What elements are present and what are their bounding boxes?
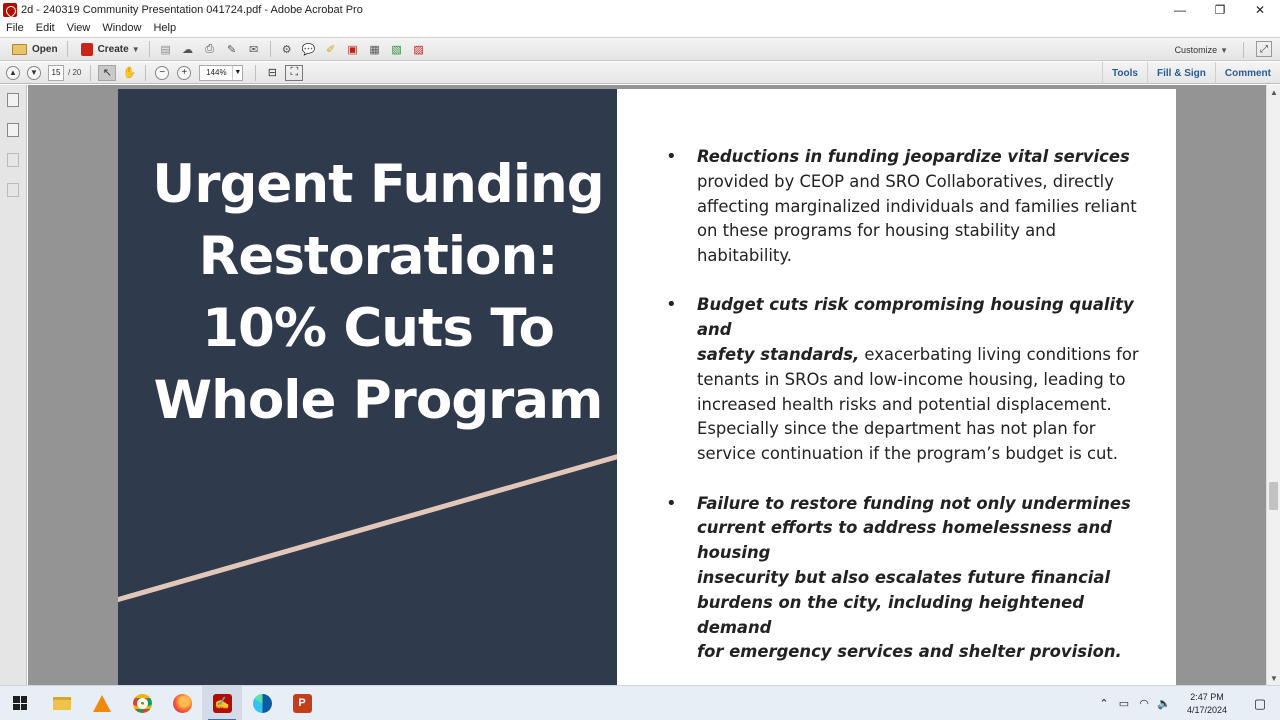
zoom-level-select[interactable] bbox=[199, 65, 243, 81]
bookmarks-icon[interactable] bbox=[7, 123, 19, 137]
fit-page-icon[interactable]: ⊟ bbox=[267, 67, 277, 79]
start-button[interactable] bbox=[0, 686, 40, 720]
export-icon[interactable]: ▨ bbox=[413, 43, 424, 56]
meet-now-icon[interactable]: ▭ bbox=[1118, 698, 1130, 710]
slide-title bbox=[138, 149, 617, 437]
bullet-emphasis: • Reductions in funding jeopardize vital services bbox=[697, 147, 1130, 166]
accent-line bbox=[118, 455, 617, 601]
open-button[interactable] bbox=[4, 39, 62, 59]
bullet-emphasis: • Failure to restore funding not only undermines bbox=[697, 493, 1131, 513]
page-total: / 20 bbox=[68, 68, 82, 77]
taskbar-vlc[interactable] bbox=[82, 686, 122, 720]
bullet-emphasis: for emergency services and shelter provision. bbox=[697, 642, 1122, 662]
window-controls bbox=[1160, 0, 1280, 20]
windows-logo-icon bbox=[13, 696, 27, 710]
menu-window[interactable]: Window bbox=[102, 22, 142, 34]
volume-icon[interactable]: 🔈 bbox=[1157, 698, 1171, 710]
scroll-up-icon[interactable]: ▲ bbox=[1270, 87, 1278, 97]
save-icon[interactable]: ▤ bbox=[160, 43, 171, 56]
fill-sign-link[interactable]: Fill & Sign bbox=[1147, 62, 1215, 84]
document-viewport[interactable] bbox=[28, 85, 1266, 685]
open-label: Open bbox=[32, 43, 58, 55]
windows-taskbar bbox=[0, 685, 1280, 720]
toolbar-divider bbox=[255, 65, 256, 81]
toolbar-divider bbox=[90, 65, 91, 81]
attachments-icon[interactable] bbox=[7, 183, 19, 197]
taskbar-acrobat[interactable] bbox=[202, 686, 242, 720]
taskbar-file-explorer[interactable] bbox=[42, 686, 82, 720]
settings-icon[interactable]: ⚙ bbox=[281, 43, 292, 56]
toolbar-divider bbox=[149, 41, 150, 57]
scroll-down-icon[interactable]: ▼ bbox=[1270, 673, 1278, 683]
window-title: 2d - 240319 Community Presentation 041724.pdf - Adobe Acrobat Pro bbox=[21, 4, 363, 16]
previous-page-button[interactable]: ▲ bbox=[6, 66, 20, 80]
menu-bar bbox=[0, 20, 1280, 36]
left-navigation-pane bbox=[0, 85, 27, 685]
taskbar-chrome[interactable] bbox=[122, 686, 162, 720]
slide-title-line: Whole Program bbox=[153, 370, 603, 431]
menu-file[interactable]: File bbox=[6, 22, 24, 34]
bullet-emphasis: safety standards, bbox=[697, 345, 860, 365]
toolbar-divider bbox=[270, 41, 271, 57]
file-explorer-icon bbox=[53, 697, 71, 710]
bullet-text-line: provided by CEOP and SRO Collaboratives, directly bbox=[697, 171, 1114, 191]
customize-label: Customize bbox=[1174, 45, 1218, 55]
toolbar-divider bbox=[1243, 42, 1244, 58]
folder-icon bbox=[12, 44, 27, 55]
title-bar bbox=[0, 0, 1280, 20]
bullet-text-line: habitability. bbox=[697, 246, 792, 266]
wifi-icon[interactable]: ◠ bbox=[1139, 698, 1149, 710]
create-pdf-icon bbox=[81, 43, 93, 56]
slide-title-line: 10% Cuts To bbox=[202, 298, 554, 359]
main-toolbar bbox=[0, 37, 1280, 61]
toolbar-divider bbox=[145, 65, 146, 81]
signatures-icon[interactable] bbox=[7, 153, 19, 167]
navigation-toolbar bbox=[0, 62, 1280, 84]
vertical-scrollbar[interactable] bbox=[1266, 85, 1280, 685]
edit-icon[interactable]: ✎ bbox=[227, 43, 237, 56]
zoom-value: 144% bbox=[206, 68, 227, 77]
bullet-item bbox=[658, 145, 1158, 269]
maximize-button[interactable]: ❐ bbox=[1214, 3, 1226, 17]
acrobat-icon: ✍ bbox=[213, 694, 232, 713]
bullet-emphasis: burdens on the city, including heightened demand bbox=[697, 592, 1084, 637]
bullet-text-line bbox=[697, 343, 1158, 368]
bullet-emphasis: insecurity but also escalates future financial bbox=[697, 567, 1111, 587]
menu-help[interactable]: Help bbox=[153, 22, 177, 34]
select-tool-icon[interactable]: ↖ bbox=[98, 65, 116, 81]
bullet-item bbox=[658, 293, 1158, 467]
pdf-page bbox=[118, 89, 1176, 685]
zoom-in-button[interactable]: + bbox=[177, 66, 191, 80]
menu-view[interactable]: View bbox=[66, 22, 91, 34]
taskbar-firefox[interactable] bbox=[162, 686, 202, 720]
bullet-text-line: increased health risks and potential displacement. bbox=[697, 394, 1112, 414]
comment-link[interactable]: Comment bbox=[1215, 62, 1280, 84]
expand-icon[interactable]: ⤢ bbox=[1256, 41, 1272, 57]
attach-file-icon[interactable]: ▦ bbox=[369, 43, 380, 56]
bullet-list bbox=[658, 145, 1158, 685]
firefox-icon bbox=[173, 694, 192, 713]
hand-tool-icon[interactable]: ✋ bbox=[122, 67, 137, 79]
menu-edit[interactable]: Edit bbox=[35, 22, 55, 34]
toolbar-divider bbox=[67, 41, 68, 57]
tools-link[interactable]: Tools bbox=[1102, 62, 1147, 84]
page-number-input[interactable]: 15 bbox=[48, 65, 64, 81]
bullet-text-line: on these programs for housing stability and bbox=[697, 221, 1056, 241]
clock-time: 2:47 PM bbox=[1190, 691, 1224, 702]
bullet-emphasis: current efforts to address homelessness and housing bbox=[697, 518, 1112, 563]
edge-icon bbox=[253, 694, 272, 713]
bullet-item bbox=[658, 492, 1158, 666]
bullet-text-line: service continuation if the program’s budget is cut. bbox=[697, 444, 1118, 464]
panel-links bbox=[1102, 62, 1280, 84]
slide-title-line: Restoration: bbox=[198, 226, 558, 287]
create-button[interactable] bbox=[73, 39, 144, 59]
minimize-button[interactable]: — bbox=[1174, 3, 1186, 17]
email-icon[interactable]: ✉ bbox=[249, 43, 259, 56]
stamp-icon[interactable]: ▣ bbox=[347, 43, 358, 56]
page-thumbnails-icon[interactable] bbox=[7, 93, 19, 107]
taskbar-powerpoint[interactable] bbox=[282, 686, 322, 720]
system-tray bbox=[1094, 686, 1280, 720]
notifications-icon[interactable]: ▢ bbox=[1253, 695, 1267, 711]
bullet-text-line: affecting marginalized individuals and families reliant bbox=[697, 196, 1137, 216]
create-label: Create bbox=[97, 43, 129, 55]
bullet-emphasis: • Budget cuts risk compromising housing quality and bbox=[697, 295, 1134, 340]
chevron-down-icon: ▼ bbox=[1220, 45, 1228, 55]
next-page-button[interactable]: ▼ bbox=[27, 66, 41, 80]
vlc-icon bbox=[93, 695, 111, 712]
taskbar-edge[interactable] bbox=[242, 686, 282, 720]
full-screen-icon[interactable]: ⛶ bbox=[285, 65, 303, 81]
clock[interactable] bbox=[1174, 691, 1240, 717]
bullet-text-line: Especially since the department has not plan for bbox=[697, 419, 1096, 439]
chevron-down-icon: ▼ bbox=[131, 44, 140, 54]
customize-button[interactable] bbox=[1175, 38, 1228, 62]
scrollbar-thumb[interactable] bbox=[1269, 482, 1278, 510]
bullet-text-inline: exacerbating living conditions for bbox=[859, 345, 1139, 365]
powerpoint-icon: P bbox=[293, 694, 312, 713]
close-button[interactable]: ✕ bbox=[1254, 3, 1266, 17]
chrome-icon bbox=[133, 694, 152, 713]
chevron-down-icon: ▼ bbox=[232, 66, 242, 80]
chevron-up-icon[interactable]: ⌃ bbox=[1099, 698, 1109, 710]
print-icon[interactable]: ⎙ bbox=[205, 42, 215, 55]
slide-title-panel bbox=[118, 89, 617, 685]
slide-title-line: Urgent Funding bbox=[152, 154, 604, 215]
bullet-text-line: tenants in SROs and low-income housing, leading to bbox=[697, 369, 1126, 389]
clock-date: 4/17/2024 bbox=[1186, 704, 1228, 715]
cloud-upload-icon[interactable]: ☁ bbox=[182, 43, 194, 56]
highlight-icon[interactable]: ✐ bbox=[326, 43, 336, 56]
comment-icon[interactable]: 💬 bbox=[301, 43, 316, 56]
acrobat-app-icon bbox=[3, 3, 17, 17]
zoom-out-button[interactable]: − bbox=[155, 66, 169, 80]
share-icon[interactable]: ▧ bbox=[391, 43, 402, 56]
